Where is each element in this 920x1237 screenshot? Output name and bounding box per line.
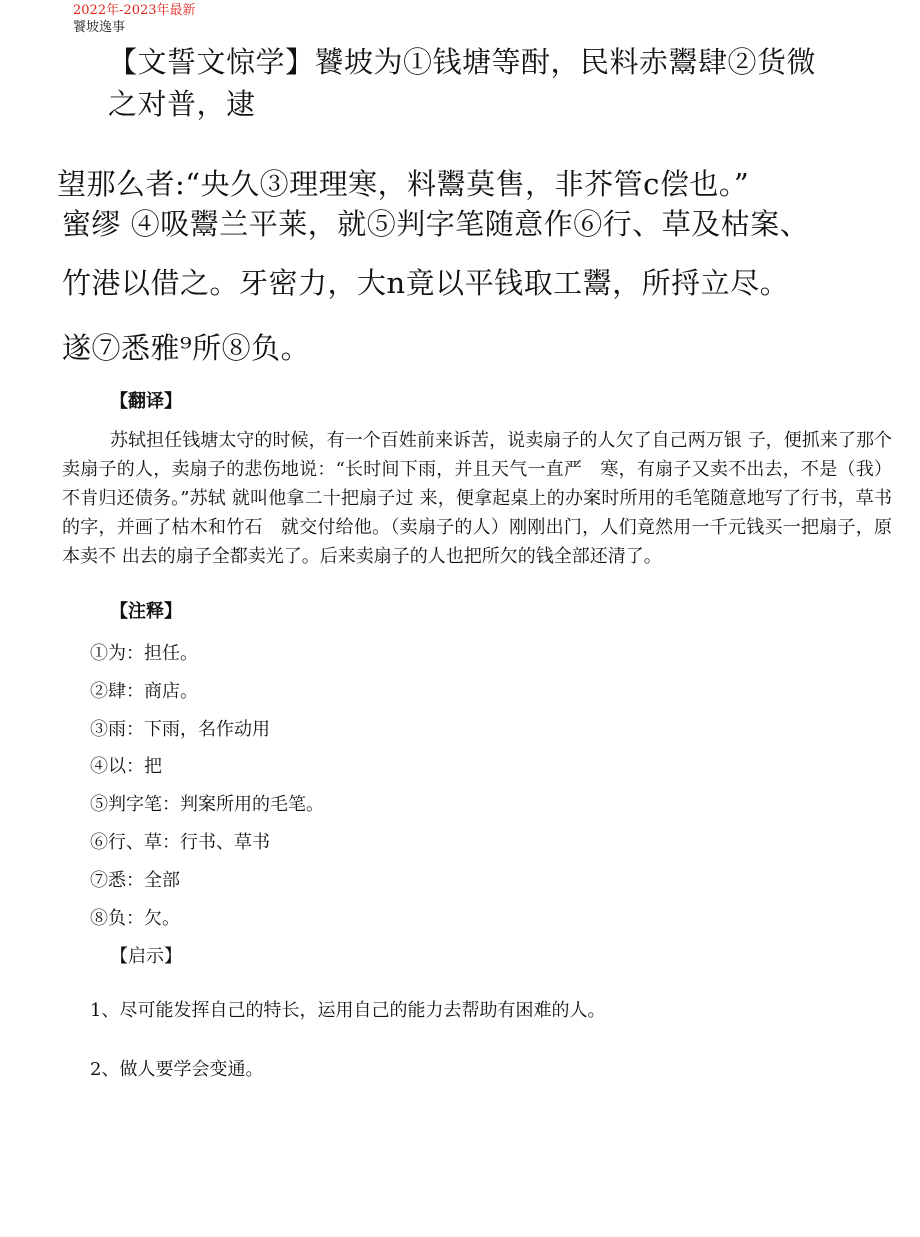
- notes-list: [90, 640, 324, 942]
- original-line-4: 蜜缪 ④吸鬻兰平莱，就⑤判字笔随意作⑥行、草及枯案、: [62, 207, 810, 241]
- original-line-2: 之对普，逮: [108, 87, 256, 121]
- note-item: ①为：担任。: [90, 643, 198, 664]
- original-line-5: 竹港以借之。牙密力，大n竟以平钱取工鬻，所捋立尽。: [62, 266, 790, 300]
- note-item: ⑥行、草：行书、草书: [90, 831, 270, 853]
- insight-item-1: 1、尽可能发挥自己的特长，运用自己的能力去帮助有困难的人。: [90, 1000, 606, 1021]
- notes-heading: 【注释】: [110, 601, 182, 622]
- header-year: 2022年-2023年最新: [73, 3, 196, 18]
- translation-paragraph: 苏轼担任钱塘太守的时候，有一个百姓前来诉苦，说卖扇子的人欠了自己两万银 子，便抓来了那个卖扇子的人，卖扇子的悲伤地说：“长时间下雨，并且天气一直严 寒，有扇子又卖不出去，不是（我）不肯归还债务。”苏轼 就叫他拿二十把扇子过 来，便拿起桌上的办案时所用的毛笔随意地写了行书，草书的字，并画了枯木和竹石 就交付给他。（卖扇子的人）刚刚出门，人们竟然用一千元钱买一把扇子，原本卖不 出去的扇子全都卖光了。后来卖扇子的人也把所欠的钱全部还清了。: [62, 430, 892, 567]
- translation-body: [62, 426, 892, 571]
- original-line-3: 望那么者:“央久③理理寒，料鬻莫售，非芥管c偿也。”: [57, 167, 750, 201]
- note-item: ④以：把: [90, 756, 162, 778]
- translation-heading: 【翻译】: [110, 391, 182, 412]
- header-subtitle: 饕坡逸事: [73, 20, 126, 35]
- note-item: ③雨：下雨，名作动用: [90, 718, 270, 740]
- note-item: ②肆：商店。: [90, 680, 198, 702]
- original-line-6: 遂⑦悉雅⁹所⑧负。: [62, 331, 311, 365]
- note-item: ⑧负：欠。: [90, 907, 180, 929]
- insight-heading: 【启示】: [110, 946, 182, 967]
- note-item: ⑤判字笔：判案所用的毛笔。: [90, 794, 324, 816]
- note-item: ⑦悉：全部: [90, 869, 180, 891]
- insight-item-2: 2、做人要学会变通。: [90, 1059, 264, 1080]
- original-line-1: 【文誓文惊学】饕坡为①钱塘等酎，民料赤鬻肆②货微: [108, 45, 817, 79]
